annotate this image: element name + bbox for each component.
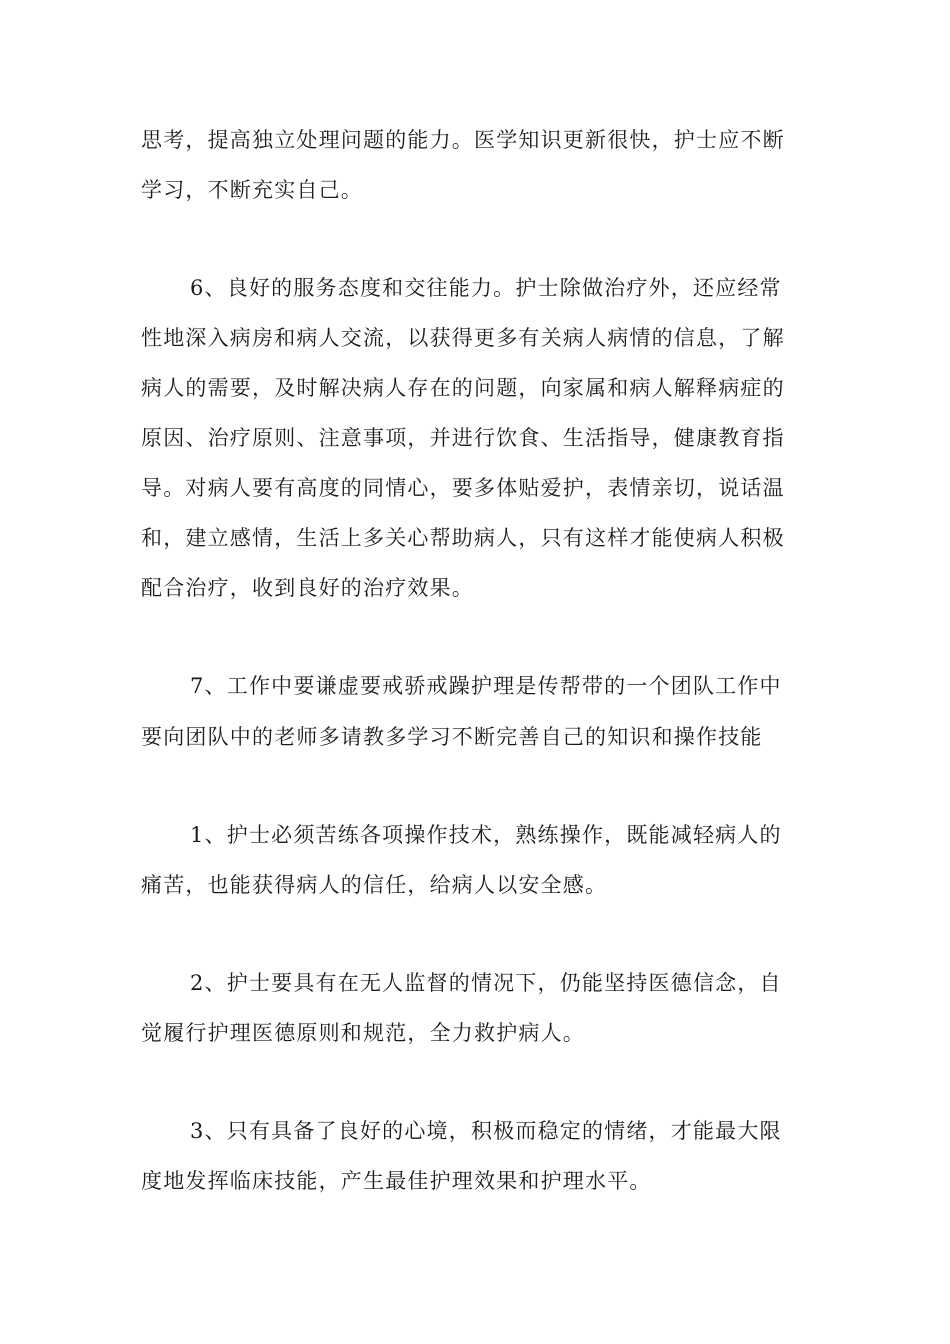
paragraph-6-line-2: 性地深入病房和病人交流，以获得更多有关病人病情的信息，了解	[141, 326, 785, 350]
paragraph-6-line-5: 导。对病人要有高度的同情心，要多体贴爱护，表情亲切，说话温	[141, 476, 785, 500]
item-2-line-1: 2、护士要具有在无人监督的情况下，仍能坚持医德信念，自	[190, 971, 782, 995]
item-1-line-2: 痛苦，也能获得病人的信任，给病人以安全感。	[141, 873, 608, 897]
paragraph-6-line-7: 配合治疗，收到良好的治疗效果。	[141, 576, 474, 600]
item-3-line-1: 3、只有具备了良好的心境，积极而稳定的情绪，才能最大限	[190, 1119, 782, 1143]
paragraph-6-line-4: 原因、治疗原则、注意事项，并进行饮食、生活指导，健康教育指	[141, 426, 785, 450]
item-3-line-2: 度地发挥临床技能，产生最佳护理效果和护理水平。	[141, 1169, 652, 1193]
paragraph-6-line-3: 病人的需要，及时解决病人存在的问题，向家属和病人解释病症的	[141, 376, 785, 400]
paragraph-continued-line-2: 学习，不断充实自己。	[141, 178, 363, 202]
paragraph-6-line-6: 和，建立感情，生活上多关心帮助病人，只有这样才能使病人积极	[141, 526, 785, 550]
paragraph-continued-line-1: 思考，提高独立处理问题的能力。医学知识更新很快，护士应不断	[141, 128, 785, 152]
paragraph-7-line-1: 7、工作中要谦虚要戒骄戒躁护理是传帮带的一个团队工作中	[190, 674, 782, 698]
paragraph-6-line-1: 6、良好的服务态度和交往能力。护士除做治疗外，还应经常	[190, 276, 782, 300]
item-1-line-1: 1、护士必须苦练各项操作技术，熟练操作，既能减轻病人的	[190, 823, 782, 847]
item-2-line-2: 觉履行护理医德原则和规范，全力救护病人。	[141, 1021, 585, 1045]
paragraph-7-line-2: 要向团队中的老师多请教多学习不断完善自己的知识和操作技能	[141, 725, 763, 749]
